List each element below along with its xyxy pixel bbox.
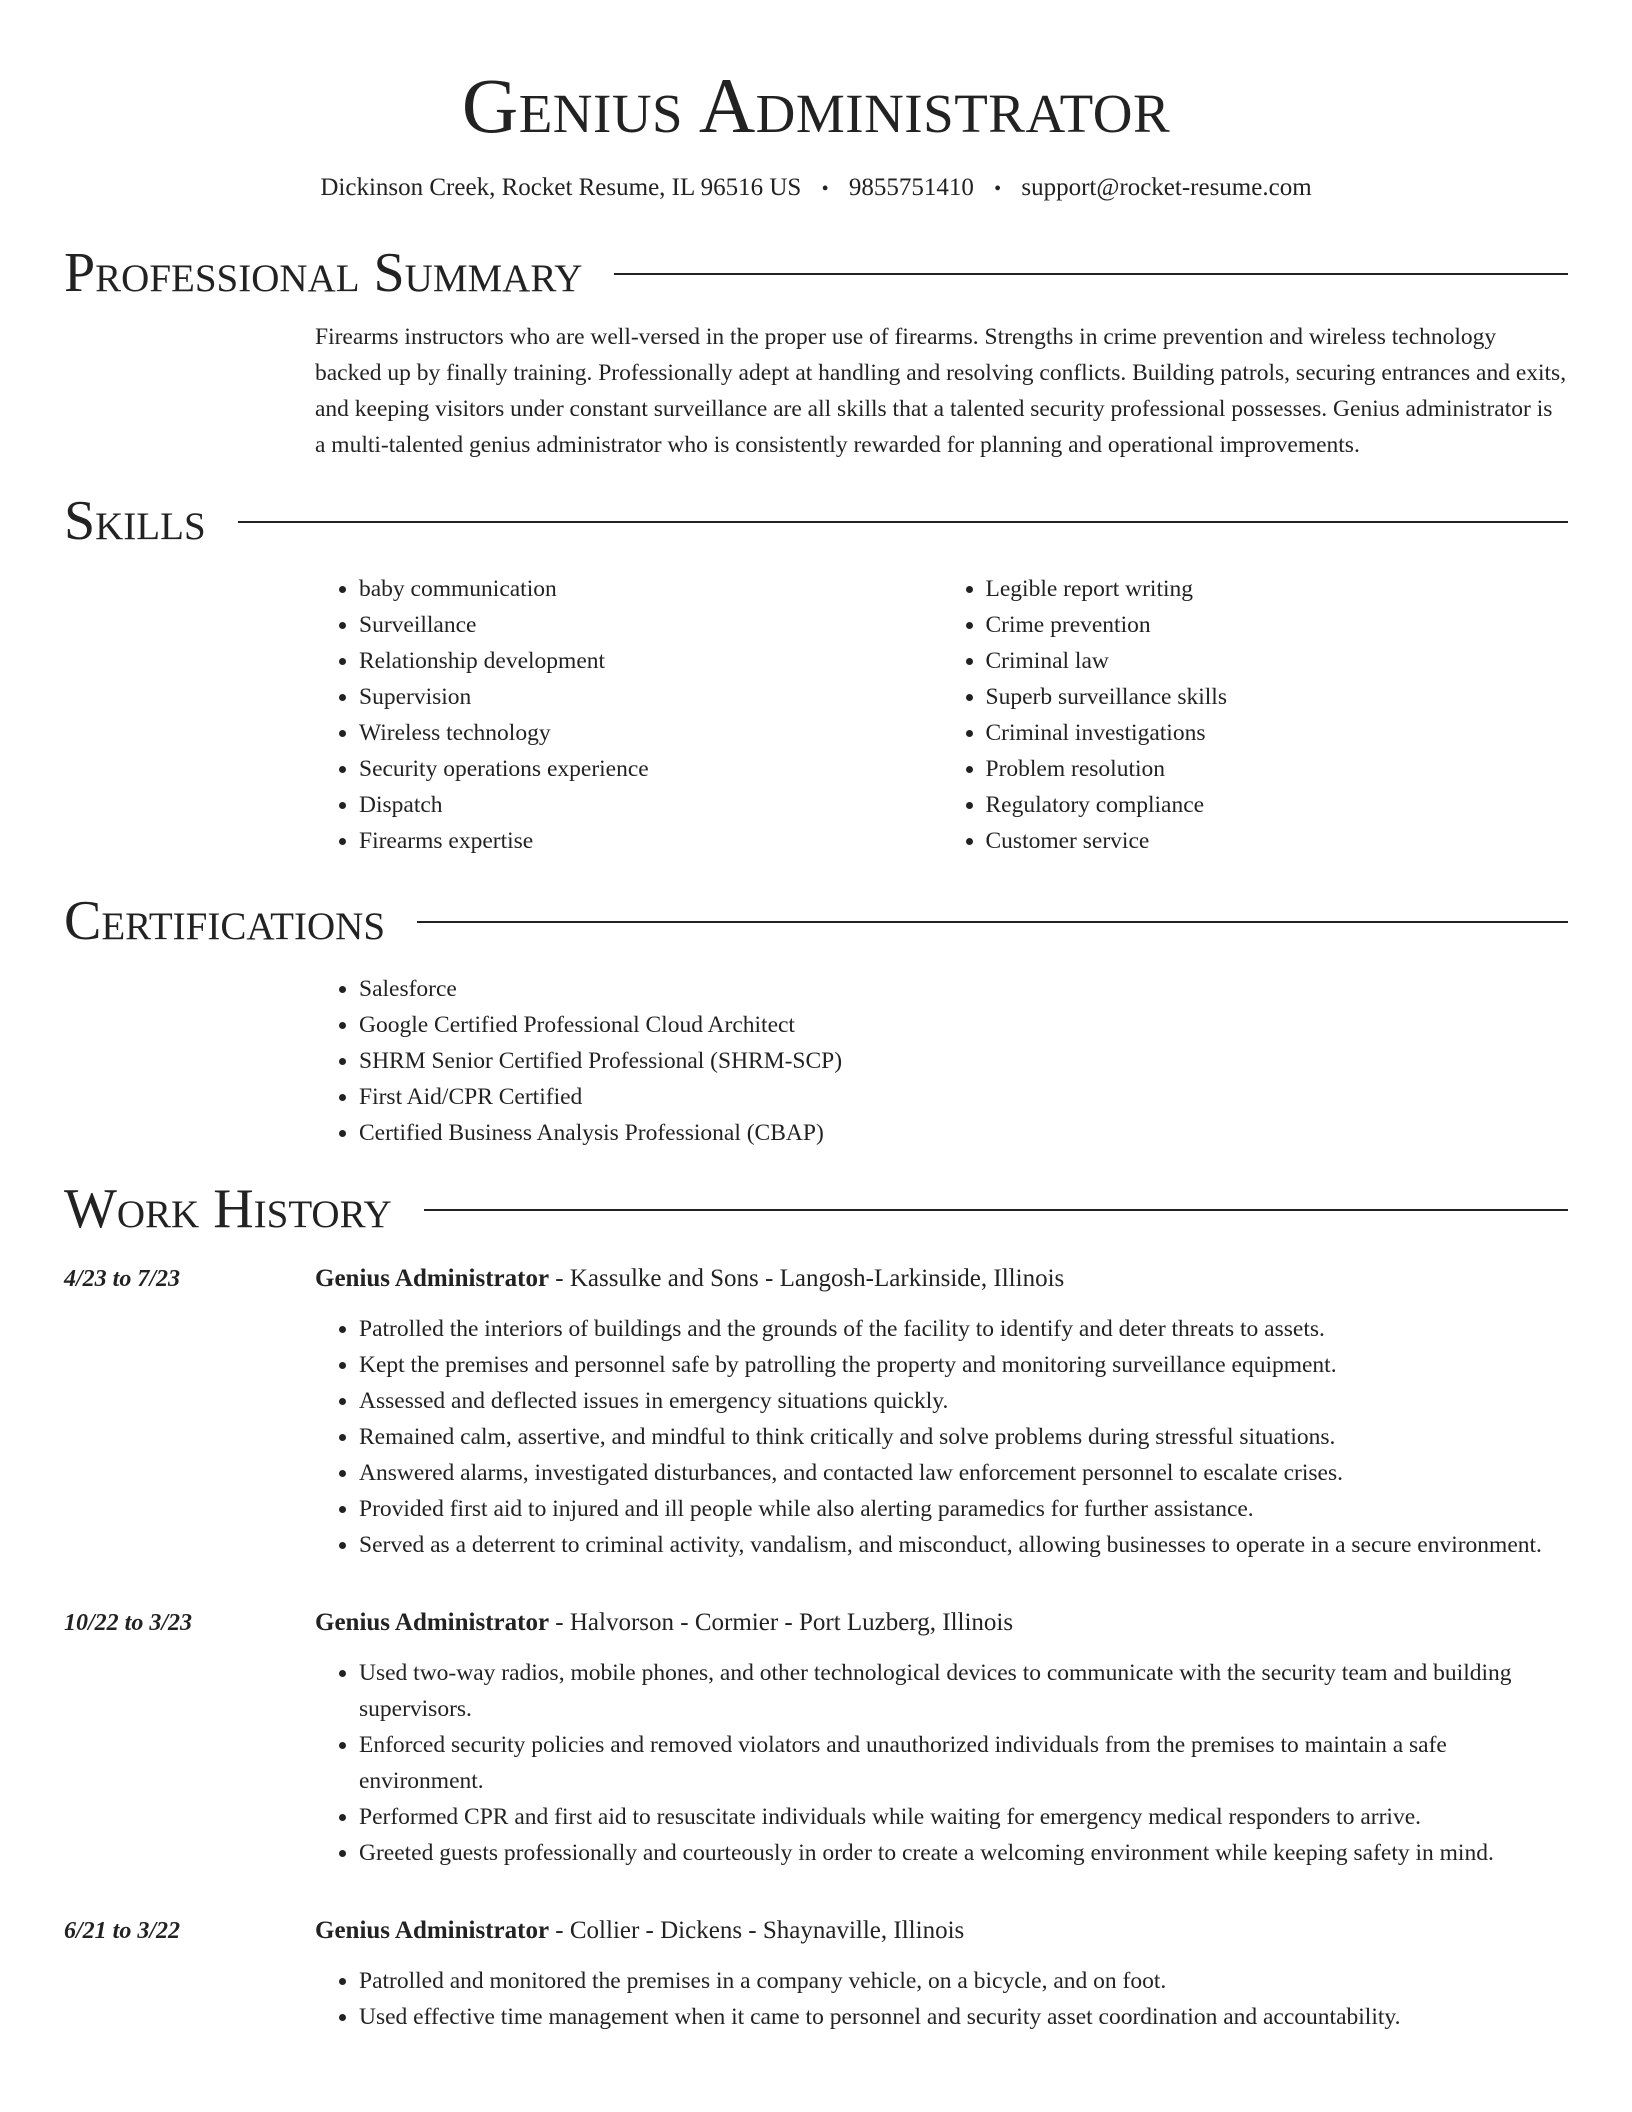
job-employer-location: - Collier - Dickens - Shaynaville, Illinois xyxy=(549,1917,965,1944)
skills-column-left xyxy=(315,571,942,859)
list-item: • Greeted guests professionally and courteously in order to create a welcoming environment while keeping safety in mind. xyxy=(359,1835,1568,1871)
job-dates: 6/21 to 3/22 xyxy=(64,1918,181,1944)
skills-list xyxy=(315,571,1568,859)
job-bullets xyxy=(315,1963,1568,2035)
job-employer-location: - Halvorson - Cormier - Port Luzberg, Illinois xyxy=(549,1609,1014,1636)
list-item: • Crime prevention xyxy=(986,607,1569,643)
job-entry xyxy=(64,1261,1568,1563)
job-details xyxy=(315,1261,1568,1563)
list-item: • Certified Business Analysis Professional (CBAP) xyxy=(359,1115,1568,1151)
work-section-header xyxy=(64,1177,1568,1241)
list-item: • Firearms expertise xyxy=(359,823,942,859)
job-details xyxy=(315,1913,1568,2035)
resume-page xyxy=(64,0,1568,2035)
job-title-line xyxy=(315,1261,1568,1297)
certifications-list xyxy=(315,971,1568,1151)
skills-heading: Skills xyxy=(64,490,206,552)
list-item: • Dispatch xyxy=(359,787,942,823)
list-item: • Used effective time management when it came to personnel and security asset coordination and accountability. xyxy=(359,1999,1568,2035)
list-item: • Criminal law xyxy=(986,643,1569,679)
certifications-heading: Certifications xyxy=(64,890,386,952)
list-item: • Patrolled the interiors of buildings and the grounds of the facility to identify and deter threats to assets. xyxy=(359,1311,1568,1347)
list-item: • Google Certified Professional Cloud Architect xyxy=(359,1007,1568,1043)
job-employer-location: - Kassulke and Sons - Langosh-Larkinside, Illinois xyxy=(549,1265,1065,1292)
job-entry xyxy=(64,1605,1568,1871)
list-item: • Regulatory compliance xyxy=(986,787,1569,823)
work-heading: Work History xyxy=(64,1178,392,1240)
list-item: • Kept the premises and personnel safe by patrolling the property and monitoring surveillance equipment. xyxy=(359,1347,1568,1383)
list-item: • Problem resolution xyxy=(986,751,1569,787)
contact-phone: 9855751410 xyxy=(848,174,974,201)
skills-section-header xyxy=(64,489,1568,553)
list-item: • Security operations experience xyxy=(359,751,942,787)
list-item: • Superb surveillance skills xyxy=(986,679,1569,715)
list-item: • Used two-way radios, mobile phones, and other technological devices to communicate with the security team and building supervisors. xyxy=(359,1655,1568,1727)
list-item: • Supervision xyxy=(359,679,942,715)
list-item: • Salesforce xyxy=(359,971,1568,1007)
section-divider xyxy=(424,1209,1568,1211)
list-item: • Performed CPR and first aid to resuscitate individuals while waiting for emergency medical responders to arrive. xyxy=(359,1799,1568,1835)
job-title: Genius Administrator xyxy=(315,1609,550,1636)
job-dates: 4/23 to 7/23 xyxy=(64,1266,181,1292)
job-dates: 10/22 to 3/23 xyxy=(64,1610,193,1636)
list-item: • Customer service xyxy=(986,823,1569,859)
certifications-items xyxy=(315,971,1568,1151)
list-item: • Relationship development xyxy=(359,643,942,679)
contact-address: Dickinson Creek, Rocket Resume, IL 96516 US xyxy=(320,174,802,201)
contact-separator: • xyxy=(994,178,1002,200)
contact-email: support@rocket-resume.com xyxy=(1021,174,1312,201)
section-divider xyxy=(417,921,1568,923)
list-item: • Answered alarms, investigated disturbances, and contacted law enforcement personnel to escalate crises. xyxy=(359,1455,1568,1491)
summary-section-header xyxy=(64,241,1568,305)
list-item: • Patrolled and monitored the premises in a company vehicle, on a bicycle, and on foot. xyxy=(359,1963,1568,1999)
list-item: • Enforced security policies and removed violators and unauthorized individuals from the premises to maintain a safe environment. xyxy=(359,1727,1568,1799)
job-bullets xyxy=(315,1655,1568,1871)
job-title: Genius Administrator xyxy=(315,1265,550,1292)
list-item: • Served as a deterrent to criminal activity, vandalism, and misconduct, allowing businesses to operate in a secure environment. xyxy=(359,1527,1568,1563)
list-item: • Surveillance xyxy=(359,607,942,643)
summary-heading: Professional Summary xyxy=(64,242,583,304)
job-title-line xyxy=(315,1913,1568,1949)
work-history-list xyxy=(64,1261,1568,2035)
certifications-section-header xyxy=(64,889,1568,953)
list-item: • First Aid/CPR Certified xyxy=(359,1079,1568,1115)
list-item: • Criminal investigations xyxy=(986,715,1569,751)
list-item: • Provided first aid to injured and ill people while also alerting paramedics for further assistance. xyxy=(359,1491,1568,1527)
skills-column-right xyxy=(942,571,1569,859)
section-divider xyxy=(614,273,1568,275)
list-item: • baby communication xyxy=(359,571,942,607)
candidate-name: Genius Administrator xyxy=(461,62,1171,149)
list-item: • Remained calm, assertive, and mindful to think critically and solve problems during stressful situations. xyxy=(359,1419,1568,1455)
section-divider xyxy=(238,521,1568,523)
job-details xyxy=(315,1605,1568,1871)
summary-text: Firearms instructors who are well-versed in the proper use of firearms. Strengths in crime prevention and wireless technology backed up by finally training. Professionally adept at handling and resolving conflicts. Building patrols, securing entrances and exits, and keeping visitors under constant surveillance are all skills that a talented security professional possesses. Genius administrator is a multi-talented genius administrator who is consistently rewarded for planning and operational improvements. xyxy=(315,324,1567,458)
job-title: Genius Administrator xyxy=(315,1917,550,1944)
list-item: • SHRM Senior Certified Professional (SHRM-SCP) xyxy=(359,1043,1568,1079)
job-title-line xyxy=(315,1605,1568,1641)
list-item: • Wireless technology xyxy=(359,715,942,751)
list-item: • Assessed and deflected issues in emergency situations quickly. xyxy=(359,1383,1568,1419)
job-entry xyxy=(64,1913,1568,2035)
list-item: • Legible report writing xyxy=(986,571,1569,607)
contact-separator: • xyxy=(821,178,829,200)
contact-line xyxy=(64,172,1568,205)
job-bullets xyxy=(315,1311,1568,1563)
